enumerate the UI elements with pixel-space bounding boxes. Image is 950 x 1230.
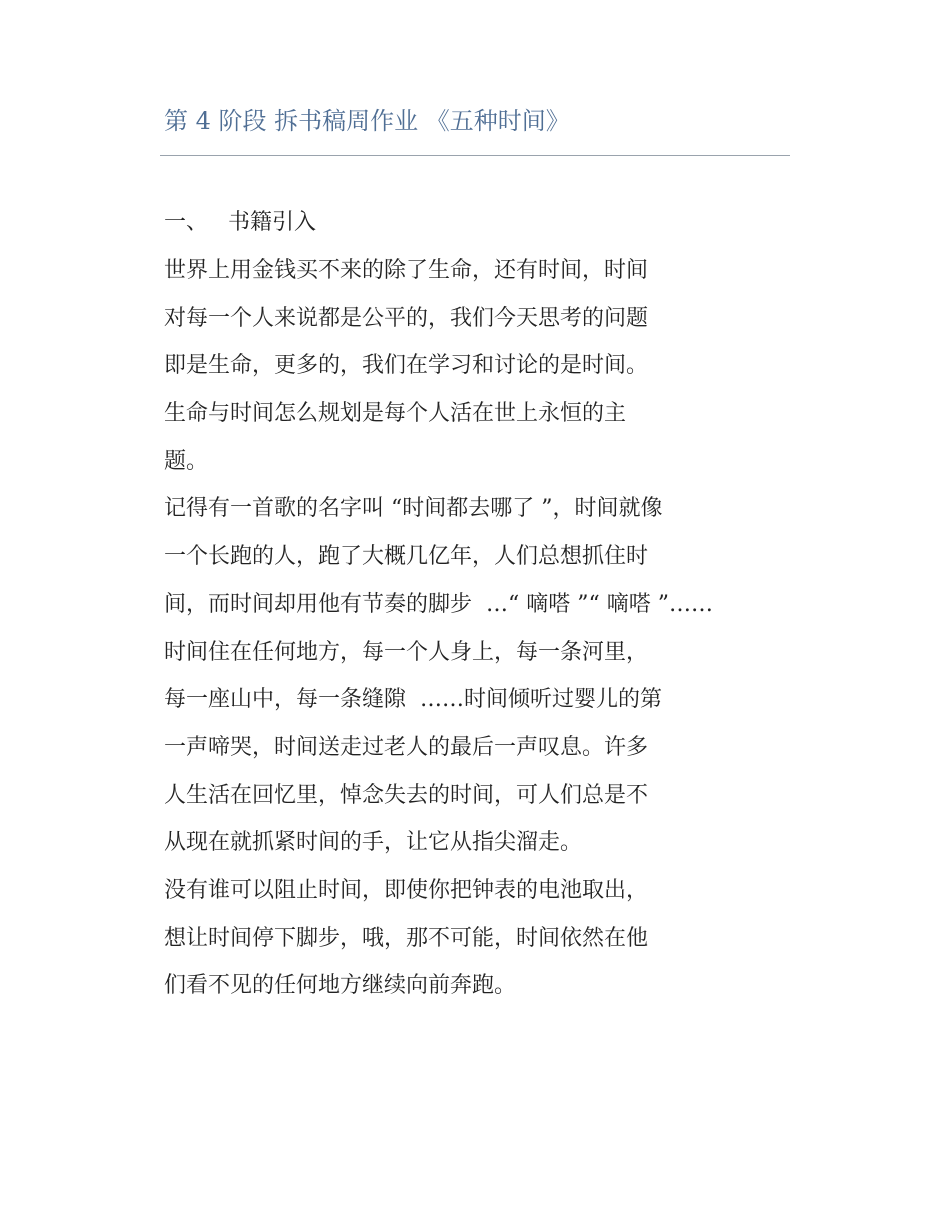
text-line: 世界上用金钱买不来的除了生命，还有时间，时间 [164, 258, 649, 283]
text-line: 时间住在任何地方，每一个人身上，每一条河里， [164, 639, 649, 665]
text-line: 没有谁可以阻止时间，即使你把钟表的电池取出， [164, 877, 649, 903]
title-divider [160, 155, 790, 156]
text-line: 一个长跑的人，跑了大概几亿年，人们总想抓住时 [164, 544, 649, 570]
section-heading [164, 206, 316, 240]
text-line: 即是生命，更多的，我们在学习和讨论的是时间。 [164, 353, 649, 379]
text-line: 们看不见的任何地方继续向前奔跑。 [164, 973, 517, 999]
body-text [164, 254, 713, 1017]
section-title: 书籍引入 [228, 210, 317, 235]
text-line: 记得有一首歌的名字叫 “时间都去哪了 ”，时间就像 [164, 496, 663, 522]
text-line: 人生活在回忆里，悼念失去的时间，可人们总是不 [164, 782, 649, 808]
section-number: 一、 [164, 210, 209, 235]
text-line: 生命与时间怎么规划是每个人活在世上永恒的主 [164, 401, 627, 427]
text-line: 间，而时间却用他有节奏的脚步 …“ 嘀嗒 ”“ 嘀嗒 ”…… [164, 591, 713, 617]
text-line: 从现在就抓紧时间的手，让它从指尖溜走。 [164, 830, 583, 856]
text-line: 题。 [164, 448, 209, 474]
text-line: 想让时间停下脚步，哦，那不可能，时间依然在他 [164, 925, 649, 951]
text-line: 一声啼哭，时间送走过老人的最后一声叹息。许多 [164, 734, 649, 760]
text-line: 对每一个人来说都是公平的，我们今天思考的问题 [164, 305, 649, 331]
text-line: 每一座山中，每一条缝隙 ……时间倾听过婴儿的第 [164, 687, 662, 713]
document-title: 第 4 阶段 拆书稿周作业 《五种时间》 [164, 107, 570, 135]
